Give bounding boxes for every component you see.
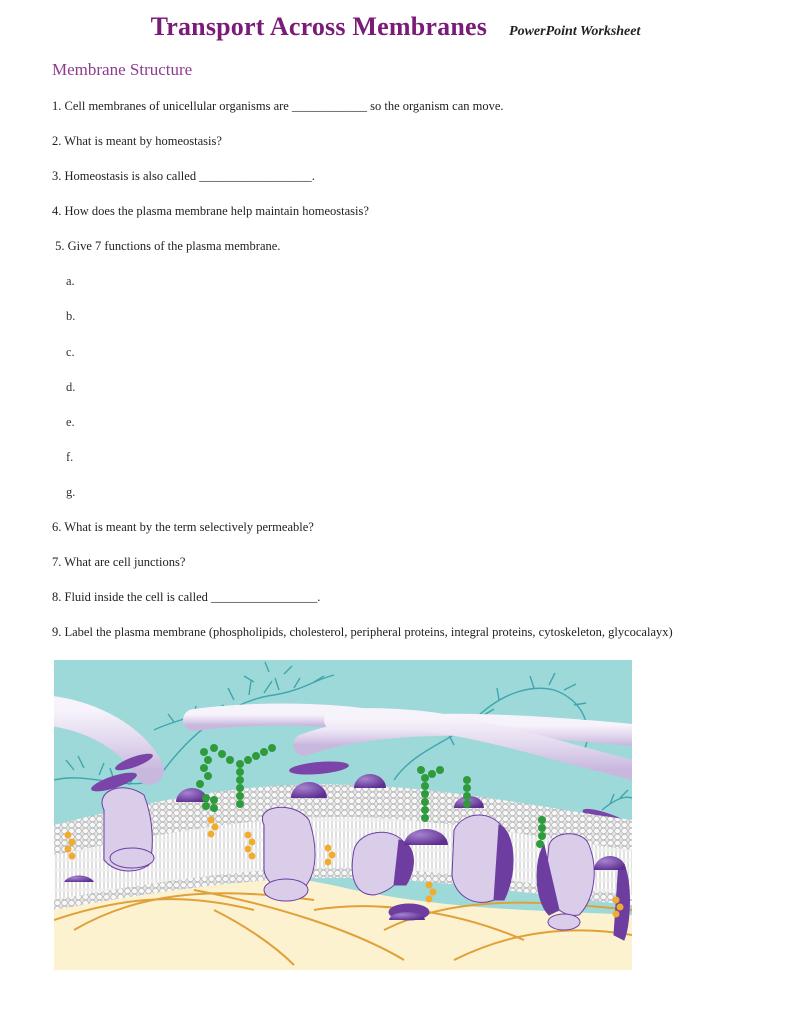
title-row	[0, 12, 791, 42]
question-6: 6. What is meant by the term selectively permeable?	[52, 520, 314, 534]
question-4: 4. How does the plasma membrane help maintain homeostasis?	[52, 204, 369, 218]
question-3: 3. Homeostasis is also called __________________.	[52, 169, 315, 183]
function-item-a: a.	[66, 274, 75, 288]
membrane-illustration	[54, 660, 632, 970]
plasma-membrane-figure	[54, 660, 632, 970]
question-7: 7. What are cell junctions?	[52, 555, 186, 569]
function-item-e: e.	[66, 415, 75, 429]
question-5: 5. Give 7 functions of the plasma membrane.	[52, 239, 281, 253]
question-2: 2. What is meant by homeostasis?	[52, 134, 222, 148]
worksheet-subtitle: PowerPoint Worksheet	[509, 24, 641, 39]
question-8: 8. Fluid inside the cell is called _________________.	[52, 590, 321, 604]
section-heading: Membrane Structure	[52, 60, 193, 79]
worksheet-title: Transport Across Membranes	[150, 12, 488, 41]
function-item-d: d.	[66, 380, 76, 394]
function-item-c: c.	[66, 345, 75, 359]
function-item-f: f.	[66, 450, 74, 464]
question-9: 9. Label the plasma membrane (phospholipids, cholesterol, peripheral proteins, integral proteins, cytoskeleton, glycocalayx)	[52, 625, 673, 639]
function-item-g: g.	[66, 485, 76, 499]
function-item-b: b.	[66, 309, 76, 323]
question-1: 1. Cell membranes of unicellular organisms are ____________ so the organism can move.	[52, 99, 504, 113]
